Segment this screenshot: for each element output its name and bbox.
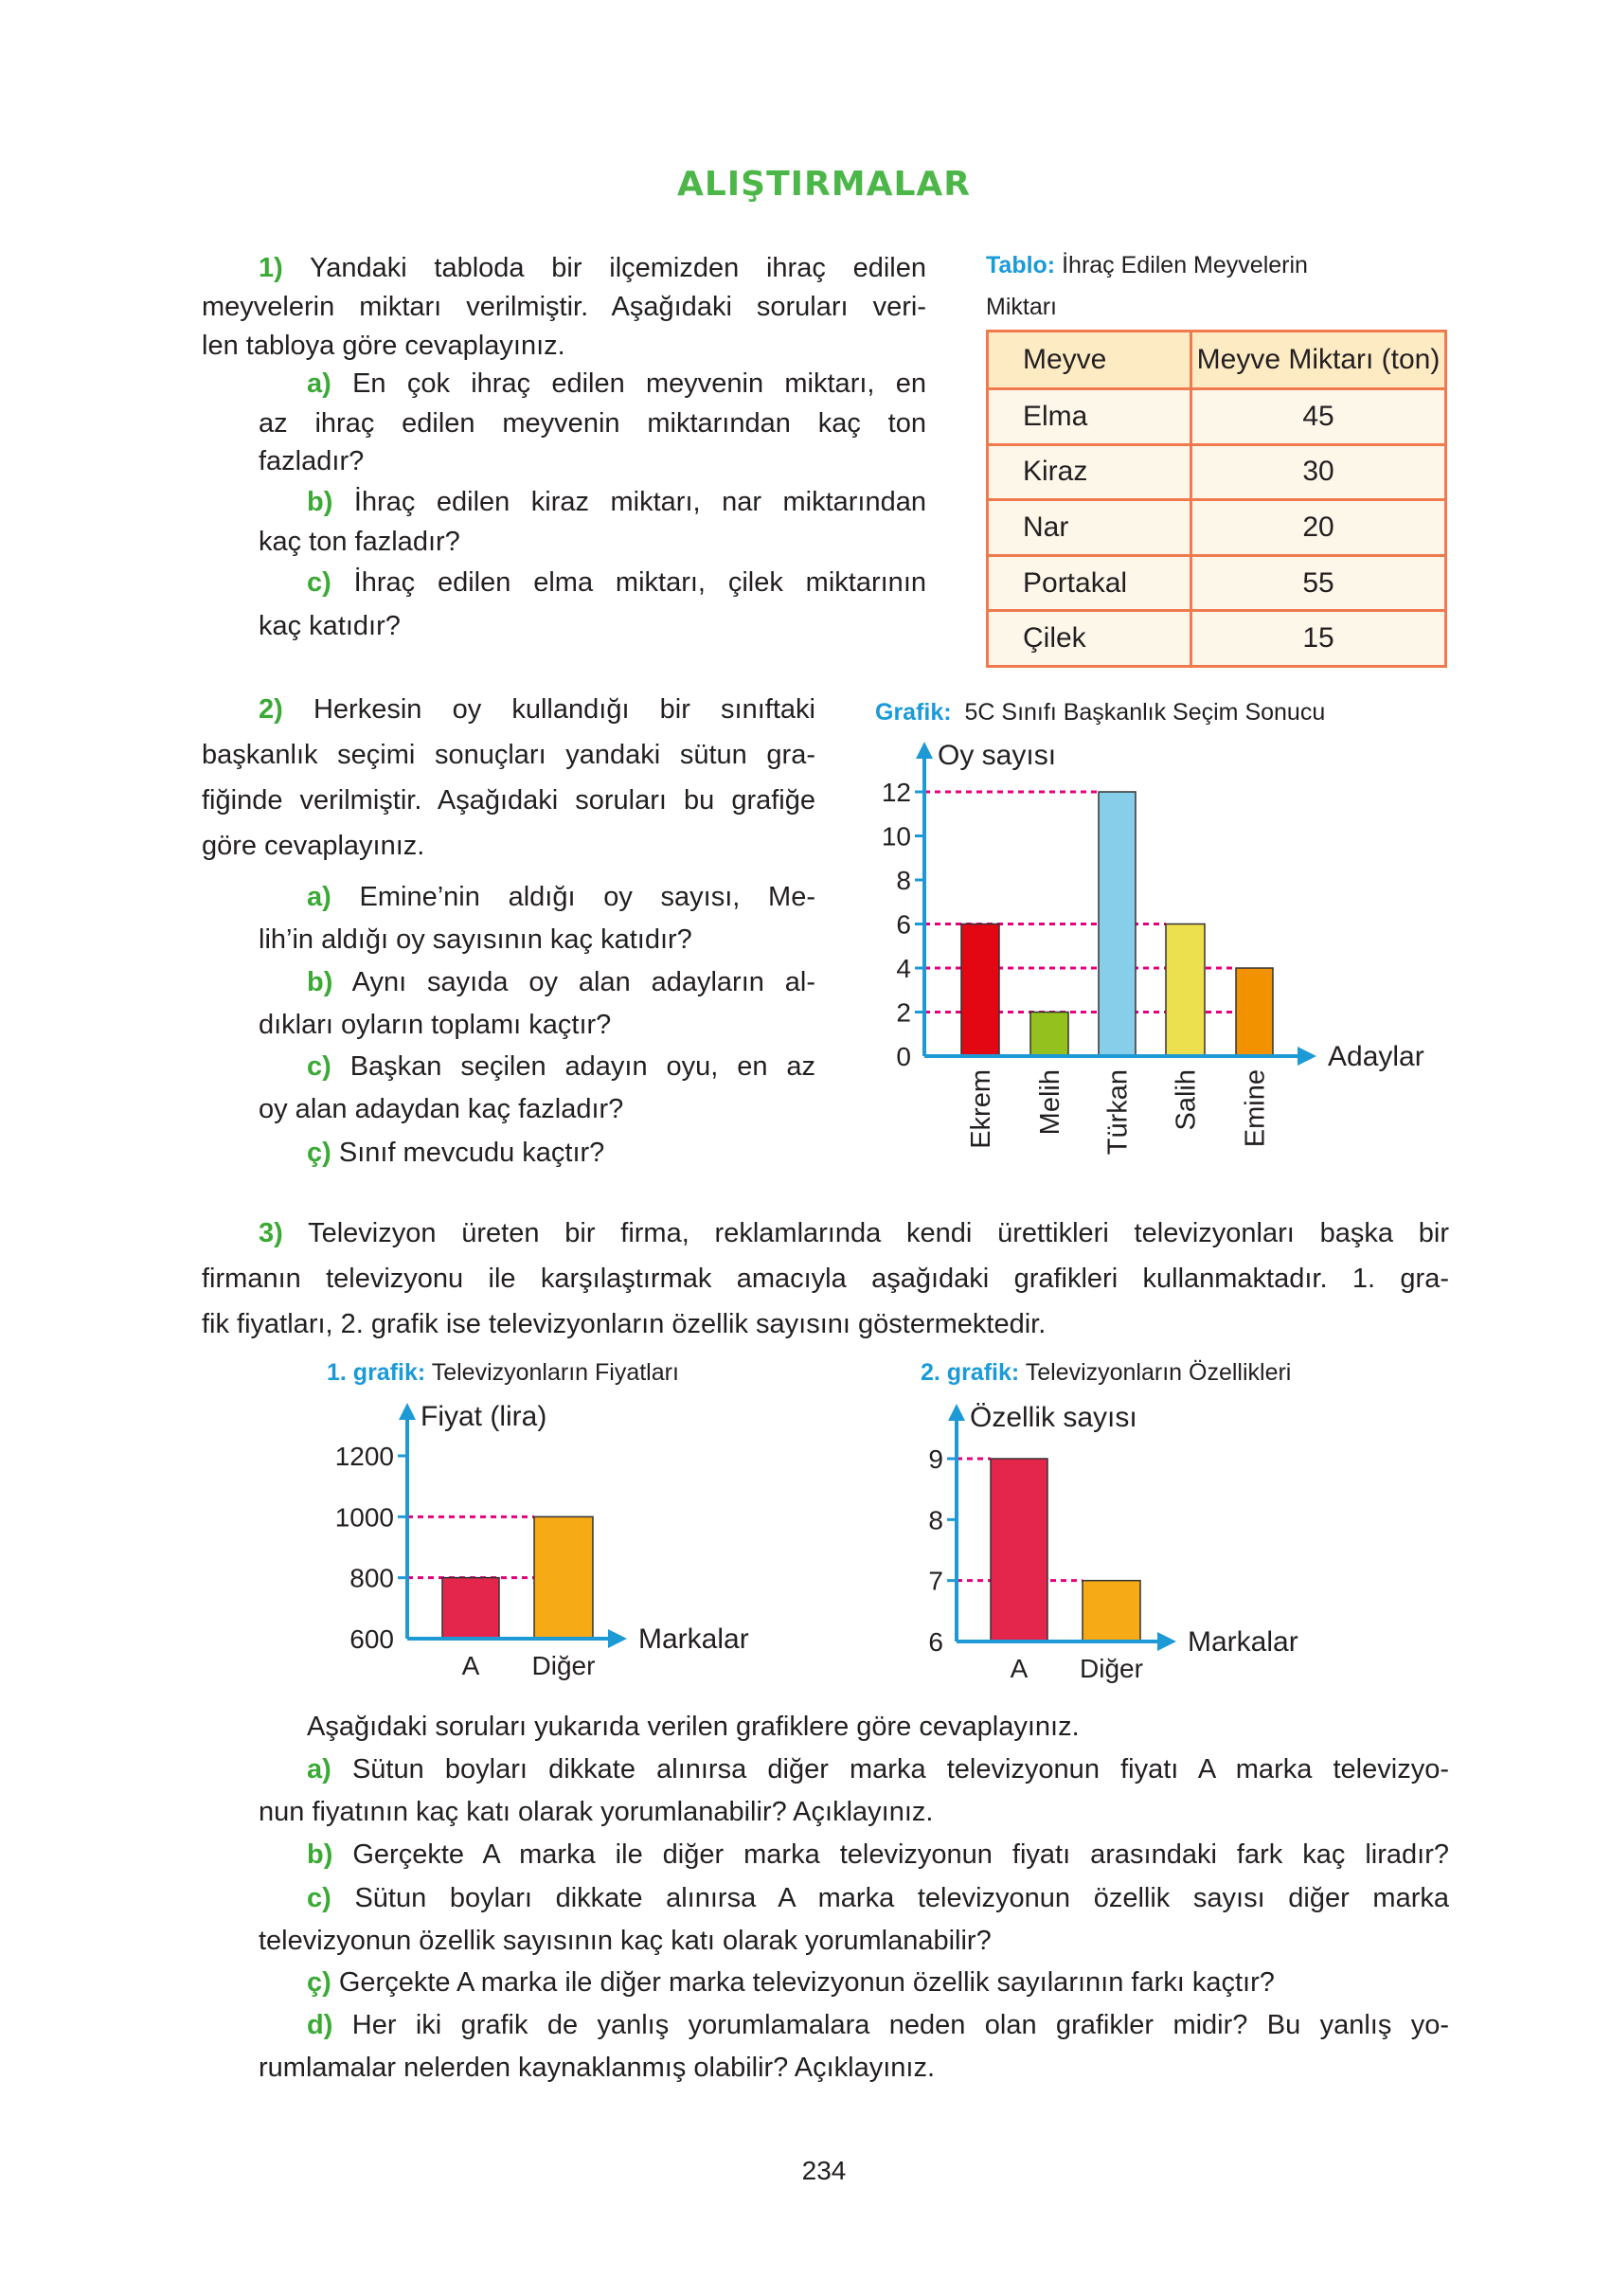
line-text: nun fiyatının kaç katı olarak yorumlanabilir? Açıklayınız. [259,1797,934,1827]
question-label: c) [307,1051,331,1082]
line-text: Emine’nin aldığı oy sayısı, Me- [359,882,815,912]
line-text: fiğinde verilmiştir. Aşağıdaki soruları bu grafiğe [202,785,815,816]
line-text: Gerçekte A marka ile diğer marka televizyonun özellik sayılarının farkı kaçtır? [338,1967,1275,1998]
x-axis-label: Markalar [638,1623,749,1655]
bar-a [442,1578,499,1639]
table-caption-text: İhraç Edilen Meyvelerin [1062,252,1308,278]
line-text: fazladır? [259,446,365,476]
line-text: Aynı sayıda oy alan adayların al- [351,967,815,997]
category-label: A [1010,1654,1029,1683]
question-label: c) [307,567,331,598]
line-text: Başkan seçilen adayın oyu, en az [349,1051,815,1082]
question-label: c) [307,1883,331,1913]
bar-salih [1166,924,1205,1057]
y-tick-label: 800 [349,1563,394,1593]
table-cell: Portakal [988,555,1191,611]
y-axis-label: Oy sayısı [938,740,1057,771]
table-cell: Çilek [988,611,1191,667]
line-text: Sütun boyları dikkate alınırsa A marka televizyonun özellik sayısı diğer marka [354,1883,1450,1913]
line-text: Her iki grafik de yanlış yorumlamalara neden olan grafikler midir? Bu yanlış yo- [351,2010,1449,2040]
y-tick-label: 4 [896,954,911,983]
line-text: kaç katıdır? [259,611,401,641]
x-axis-arrow-icon [608,1629,627,1648]
line-text: başkanlık seçimi sonuçları yandaki sütun gra- [202,740,815,770]
chart-caption-label: 2. grafik: [921,1359,1020,1386]
y-tick-label: 8 [928,1505,943,1535]
category-label: Diğer [1080,1654,1143,1683]
table-header: Meyve Miktarı (ton) [1191,332,1446,389]
line-text: İhraç edilen elma miktarı, çilek miktarının [353,567,926,598]
question-label: 1) [259,253,283,283]
question-label: b) [307,487,333,517]
y-tick-label: 8 [896,866,911,895]
line-text: Yandaki tabloda bir ilçemizden ihraç edilen [310,253,926,283]
table-header: Meyve [988,332,1191,389]
table-cell: Kiraz [988,444,1191,500]
table-cell: 45 [1191,389,1446,445]
x-axis-arrow-icon [1157,1632,1176,1651]
question-label: b) [307,967,333,997]
question-label: a) [307,882,331,912]
line-text: En çok ihraç edilen meyvenin miktarı, en [352,368,926,399]
table-cell: Nar [988,500,1191,556]
line-text: meyvelerin miktarı verilmiştir. Aşağıdaki soruları veri- [202,292,926,322]
bar-diğer [534,1516,593,1639]
chart-caption-title: Televizyonların Özellikleri [1025,1359,1292,1386]
question-label: b) [307,1839,333,1870]
y-tick-label: 2 [896,997,911,1028]
chart-caption-title: Televizyonların Fiyatları [431,1359,679,1386]
table-caption-label: Tablo: [986,252,1056,278]
page-title: ALIŞTIRMALAR [676,165,971,204]
table-cell: 30 [1191,444,1446,500]
bar-diğer [1083,1581,1140,1641]
y-axis-arrow-icon [399,1403,416,1420]
x-axis-label: Markalar [1188,1626,1298,1658]
y-axis-label: Fiyat (lira) [421,1401,547,1432]
line-text: Televizyon üreten bir firma, reklamlarında kendi ürettikleri televizyonları başka bir [308,1218,1449,1248]
question-label: a) [307,368,331,399]
y-tick-label: 7 [928,1566,943,1596]
line-text: rumlamalar nelerden kaynaklanmış olabilir? Açıklayınız. [259,2053,936,2083]
y-axis-label: Özellik sayısı [970,1402,1137,1433]
category-label: Türkan [1102,1069,1134,1156]
line-text: Aşağıdaki soruları yukarıda verilen grafiklere göre cevaplayınız. [307,1712,1080,1742]
line-text: Sınıf mevcudu kaçtır? [338,1138,605,1168]
bar-ekrem [961,924,999,1057]
category-label: Melih [1035,1069,1065,1136]
line-text: dıkları oyların toplamı kaçtır? [259,1010,612,1040]
line-text: oy alan adaydan kaç fazladır? [259,1094,624,1124]
line-text: len tabloya göre cevaplayınız. [202,331,565,361]
category-label: A [461,1651,480,1680]
y-tick-label: 0 [896,1042,911,1071]
chart-caption-label: 1. grafik: [327,1359,426,1386]
line-text: Gerçekte A marka ile diğer marka televizyonun fiyatı arasındaki fark kaç liradır? [352,1839,1449,1870]
table-cell: 15 [1191,611,1446,667]
question-label: 2) [259,694,283,725]
table-cell: Elma [988,389,1191,445]
x-axis-arrow-icon [1298,1047,1316,1066]
page-number: 234 [801,2156,847,2185]
line-text: Sütun boyları dikkate alınırsa diğer marka televizyonun fiyatı A marka televizyo- [351,1754,1449,1785]
category-label: Ekrem [966,1069,996,1149]
line-text: az ihraç edilen meyvenin miktarından kaç ton [259,408,926,439]
line-text: lih’in aldığı oy sayısının kaç katıdır? [259,924,692,955]
table-cell: 20 [1191,500,1446,556]
line-text: kaç ton fazladır? [259,527,460,557]
line-text: göre cevaplayınız. [202,831,425,861]
chart-caption-label: Grafik: [875,699,952,726]
bar-a [991,1459,1047,1641]
bar-melih [1030,1013,1068,1057]
line-text: fik fiyatları, 2. grafik ise televizyonların özellik sayısını göstermektedir. [202,1309,1047,1339]
question-label: ç) [307,1967,331,1998]
line-text: televizyonun özellik sayısının kaç katı olarak yorumlanabilir? [259,1926,992,1956]
y-tick-label: 6 [896,909,911,940]
bar-türkan [1099,792,1136,1056]
y-tick-label: 600 [349,1624,394,1654]
table-cell: 55 [1191,555,1446,611]
y-tick-label: 10 [881,821,911,852]
category-label: Diğer [531,1651,596,1680]
line-text: firmanın televizyonu ile karşılaştırmak amacıyla aşağıdaki grafikleri kullanmaktadır. 1. gra- [202,1264,1449,1294]
bar-emine [1236,968,1273,1056]
y-tick-label: 1200 [334,1442,394,1471]
table-caption-line2: Miktarı [986,294,1057,320]
category-label: Salih [1171,1069,1202,1131]
category-label: Emine [1240,1069,1271,1148]
y-tick-label: 6 [928,1627,943,1657]
question-label: 3) [259,1218,283,1248]
y-tick-label: 9 [928,1444,943,1474]
line-text: İhraç edilen kiraz miktarı, nar miktarından [353,487,926,517]
line-text: Herkesin oy kullandığı bir sınıftaki [313,694,815,725]
x-axis-label: Adaylar [1328,1041,1424,1072]
question-label: d) [307,2010,333,2040]
question-label: ç) [307,1138,331,1168]
y-tick-label: 1000 [334,1502,394,1533]
y-axis-arrow-icon [948,1404,965,1421]
y-tick-label: 12 [881,778,911,807]
chart-caption-title: 5C Sınıfı Başkanlık Seçim Sonucu [964,699,1326,726]
y-axis-arrow-icon [916,742,933,759]
question-label: a) [307,1754,331,1785]
